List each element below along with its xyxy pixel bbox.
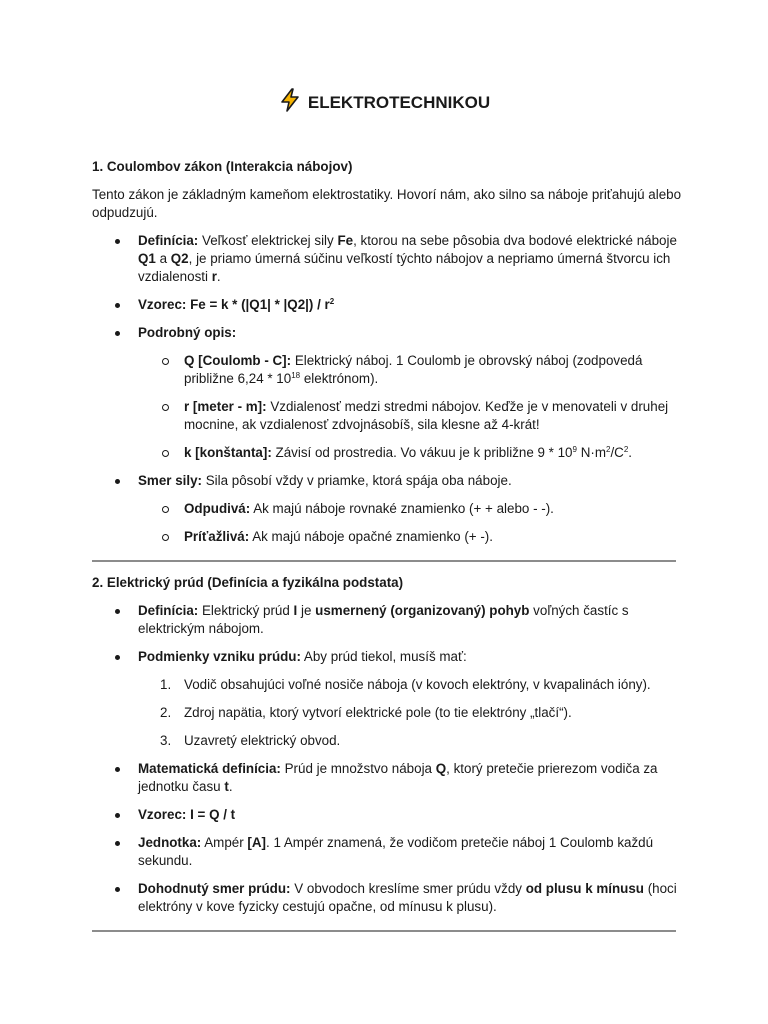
numbered-list-podmienky [138,676,682,750]
list-item-smer-prudu: Dohodnutý smer prúdu: V obvodoch kreslíme smer prúdu vždy od plusu k mínusu (hoci elektróny v kove fyzicky cestujú opačne, od mínusu k plusu). [92,880,682,916]
title-text: ELEKTROTECHNIKOU [307,93,491,112]
document-title [0,88,768,115]
numbered-item: 1. Vodič obsahujúci voľné nosiče náboja (v kovoch elektróny, v kvapalinách ióny). [160,677,651,692]
list-item-definicia: Definícia: Veľkosť elektrickej sily Fe, ktorou na sebe pôsobia dva bodové elektrické náboje Q1 a Q2, je priamo úmerná súčinu veľkostí týchto nábojov a nepriamo úmerná štvorcu ich vzdialenosti r. [92,232,682,286]
numbered-item: 2. Zdroj napätia, ktorý vytvorí elektrické pole (to tie elektróny „tlačí“). [160,705,572,720]
document-content [92,158,682,944]
lightning-bolt-icon [278,88,302,112]
section-divider-bottom [92,930,676,932]
list-item-podmienky: Podmienky vzniku prúdu: Aby prúd tiekol, musíš mať: 1. Vodič obsahujúci voľné nosiče náboja (v kovoch elektróny, v kvapalinách ióny). 2. Zdroj napätia, ktorý vytvorí elektrické pole (to tie elektróny „tlačí“). 3. Uzavretý elektrický obvod. [92,648,682,750]
sublist-item-odpudiva: Odpudivá: Ak majú náboje rovnaké znamienko (+ + alebo - -). [138,500,682,518]
list-item-vzorec: Vzorec: $Fe = k * (|Q1| * |Q2|) / r^2$ [92,296,682,314]
list-item-matematicka-definicia: Matematická definícia: Prúd je množstvo náboja Q, ktorý pretečie prierezom vodiča za jednotku času t. [92,760,682,796]
section-2-heading: 2. Elektrický prúd (Definícia a fyzikálna podstata) [92,575,404,590]
list-item-smer-sily: Smer sily: Sila pôsobí vždy v priamke, ktorá spája oba náboje. Odpudivá: Ak majú náboje rovnaké znamienko (+ + alebo - -). Príťažlivá: Ak majú náboje opačné znamienko (+ -). [92,472,682,546]
section-1-list [92,232,682,546]
list-item-jednotka: Jednotka: Ampér [A]. 1 Ampér znamená, že vodičom pretečie náboj 1 Coulomb každú sekundu. [92,834,682,870]
sublist-item-q: Q [Coulomb - C]: Elektrický náboj. 1 Coulomb je obrovský náboj (zodpovedá približne $6,24 * 10^{18}$ elektrónom). [138,352,682,388]
section-divider [92,560,676,562]
sublist-item-pritazliva: Príťažlivá: Ak majú náboje opačné znamienko (+ -). [138,528,682,546]
list-item-definicia-prud: Definícia: Elektrický prúd I je usmernený (organizovaný) pohyb voľných častíc s elektrickým nábojom. [92,602,682,638]
sublist-item-r: r [meter - m]: Vzdialenosť medzi stredmi nábojov. Keďže je v menovateli v druhej mocnine, ak vzdialenosť zdvojnásobíš, sila klesne až 4-krát! [138,398,682,434]
sublist-item-k: k [konštanta]: Závisí od prostredia. Vo vákuu je k približne $9 * 10^9$ $N\cdot m^2/C^2$. [138,444,682,462]
numbered-item: 3. Uzavretý elektrický obvod. [160,733,341,748]
list-item-podrobny-opis: Podrobný opis: Q [Coulomb - C]: Elektrický náboj. 1 Coulomb je obrovský náboj (zodpovedá približne $6,24 * 10^{18}$ elektrónom). r [meter - m]: Vzdialenosť medzi stredmi nábojov. Keďže je v menovateli v druhej mocnine, ak vzdialenosť zdvojnásobíš, sila klesne až 4-krát! k [konštanta]: Závisí od prostredia. Vo vákuu je k približne $9 * 10^9$ $N\cdot m^2/C^2$. [92,324,682,462]
section-1-intro: Tento zákon je základným kameňom elektrostatiky. Hovorí nám, ako silno sa náboje priťahujú alebo odpudzujú. [92,187,682,220]
sublist-smer [138,500,682,546]
section-2-list [92,602,682,916]
sublist-opis [138,352,682,462]
section-1-heading: 1. Coulombov zákon (Interakcia nábojov) [92,159,353,174]
list-item-vzorec-prud: Vzorec: I = Q / t [92,806,682,824]
